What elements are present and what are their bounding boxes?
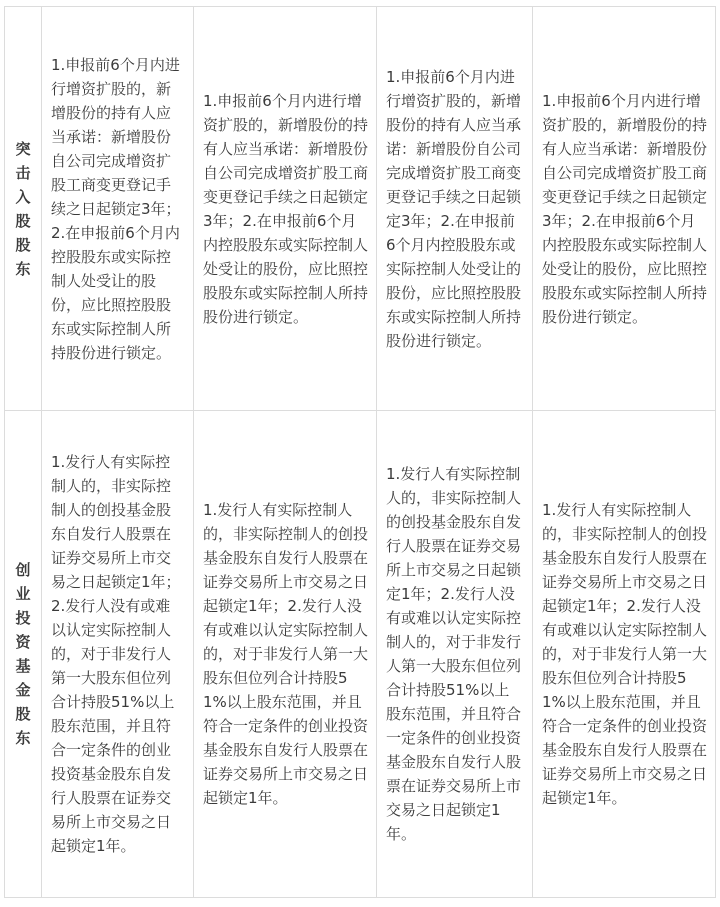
table-cell: 1.发行人有实际控制人的，非实际控制人的创投基金股东自发行人股票在证券交易所上市交易之日起锁定1年；2.发行人没有或难以认定实际控制人的，对于非发行人第一大股东但位列合计持股51%以上股东范围，并且符合一定条件的创业投资基金股东自发行人股票在证券交易所上市交易之日起锁定1年。 [533, 411, 716, 898]
table-cell: 1.发行人有实际控制人的，非实际控制人的创投基金股东自发行人股票在证券交易所上市交易之日起锁定1年；2.发行人没有或难以认定实际控制人的，对于非发行人第一大股东但位列合计持股51%以上股东范围，并且符合一定条件的创业投资基金股东自发行人股票在证券交易所上市交易之日起锁定1年。 [42, 411, 194, 898]
table-cell: 1.发行人有实际控制人的，非实际控制人的创投基金股东自发行人股票在证券交易所上市交易之日起锁定1年；2.发行人没有或难以认定实际控制人的，对于非发行人第一大股东但位列合计持股51%以上股东范围，并且符合一定条件的创业投资基金股东自发行人股票在证券交易所上市交易之日起锁定1年。 [377, 411, 533, 898]
table-cell: 1.申报前6个月内进行增资扩股的，新增股份的持有人应当承诺：新增股份自公司完成增资扩股工商变更登记手续之日起锁定3年；2.在申报前6个月内控股股东或实际控制人处受让的股份，应比照控股股东或实际控制人所持股份进行锁定。 [42, 7, 194, 411]
lockup-rules-table [4, 6, 716, 898]
table-cell: 1.申报前6个月内进行增资扩股的，新增股份的持有人应当承诺：新增股份自公司完成增资扩股工商变更登记手续之日起锁定3年；2.在申报前6个月内控股股东或实际控制人处受让的股份，应比照控股股东或实际控制人所持股份进行锁定。 [533, 7, 716, 411]
table-cell: 1.申报前6个月内进行增资扩股的，新增股份的持有人应当承诺：新增股份自公司完成增资扩股工商变更登记手续之日起锁定3年；2.在申报前6个月内控股股东或实际控制人处受让的股份，应比照控股股东或实际控制人所持股份进行锁定。 [377, 7, 533, 411]
row-header [5, 7, 42, 411]
table-cell: 1.申报前6个月内进行增资扩股的，新增股份的持有人应当承诺：新增股份自公司完成增资扩股工商变更登记手续之日起锁定3年；2.在申报前6个月内控股股东或实际控制人处受让的股份，应比照控股股东或实际控制人所持股份进行锁定。 [194, 7, 377, 411]
table-cell: 1.发行人有实际控制人的，非实际控制人的创投基金股东自发行人股票在证券交易所上市交易之日起锁定1年；2.发行人没有或难以认定实际控制人的，对于非发行人第一大股东但位列合计持股51%以上股东范围，并且符合一定条件的创业投资基金股东自发行人股票在证券交易所上市交易之日起锁定1年。 [194, 411, 377, 898]
table-row [5, 7, 716, 411]
table-row [5, 411, 716, 898]
row-header-label: 突击入股股东 [15, 139, 31, 278]
row-header [5, 411, 42, 898]
row-header-label: 创业投资基金股东 [15, 561, 31, 747]
